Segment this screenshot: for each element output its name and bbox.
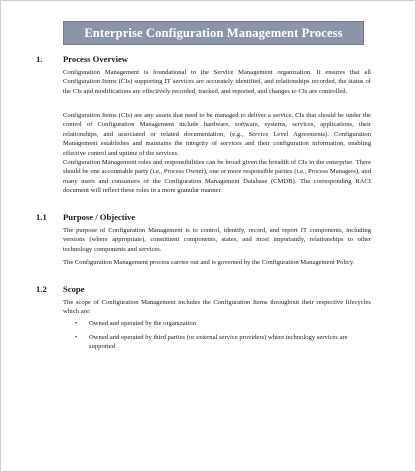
section-1-2-number: 1.2 <box>36 284 47 294</box>
section-1-1-paragraph: The purpose of Configuration Management is to control, identify, record, and report IT components, including versions (where appropriate), constituent components, states, and most importantly, relationships to other technology components and services. <box>63 227 371 253</box>
bullet-icon: • <box>75 334 78 341</box>
section-1-number: 1. <box>36 54 43 64</box>
section-1-1-paragraph: The Configuration Management process carries out and is governed by the Configuration Management Policy. <box>63 259 355 266</box>
section-1-1-number: 1.1 <box>36 212 47 222</box>
section-1-1-title: Purpose / Objective <box>63 212 136 222</box>
section-1-paragraph: Configuration Items (CIs) are any assets that need to be managed to deliver a service. CIs that should be under the control of Configuration Management include hardware, software, systems, services, applications, their relationships, and associated or related documentation, (e.g., Service Level Agreements). Configuration Management establishes and maintains the integrity of services and their configuration information, enabling effective control and uptime of the services. <box>63 112 371 157</box>
section-1-title: Process Overview <box>63 54 128 64</box>
bullet-text: Owned and operated by third parties (or external service providers) where technology services are supported <box>89 334 348 351</box>
section-1-2-title: Scope <box>63 284 85 294</box>
bullet-icon: • <box>75 320 78 327</box>
section-1-paragraph: Configuration Management roles and responsibilities can be broad given the breadth of CIs in the enterprise. There should be one accountable party (i.e., Process Owner), one or more responsible parties (i.e., Process Managers), and many users and consumers of the Configuration Management Database (CMDB). The corresponding RACI document will reflect these roles in a more granular manner. <box>63 159 371 195</box>
document-title-banner <box>63 21 364 45</box>
section-1-2-paragraph: The scope of Configuration Management includes the Configuration Items throughout their respective lifecycles which are: <box>63 299 371 316</box>
section-1-paragraph: Configuration Management is foundational to the Service Management organization. It ensures that all Configuration Items (CIs) supporting IT services are accurately identified, and relationships recorded, the status of the CIs and modifications are effectively recorded, tracked, and reported, and changes to CIs are controlled. <box>63 69 371 95</box>
bullet-text: Owned and operated by the organization <box>89 320 196 327</box>
document-title: Enterprise Configuration Management Process <box>84 25 343 40</box>
